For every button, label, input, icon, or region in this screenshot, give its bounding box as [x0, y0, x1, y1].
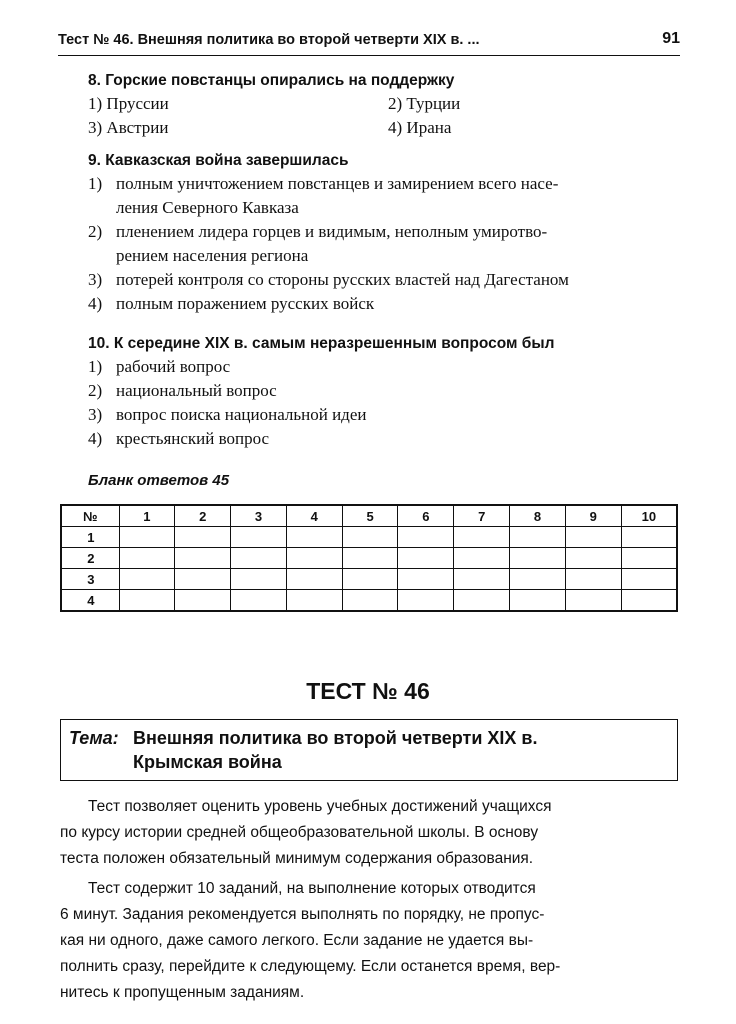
answer-cell[interactable]	[565, 527, 621, 548]
page-number: 91	[662, 30, 680, 47]
answer-cell[interactable]	[454, 590, 510, 612]
option: 3) Австрии	[88, 118, 169, 137]
column-header: 8	[510, 505, 566, 527]
option-line: полным поражением русских войск	[116, 294, 375, 313]
answer-cell[interactable]	[565, 569, 621, 590]
option: 4) Ирана	[388, 118, 452, 137]
answer-cell[interactable]	[342, 527, 398, 548]
answer-cell[interactable]	[398, 527, 454, 548]
option	[88, 172, 680, 220]
answer-cell[interactable]	[621, 569, 677, 590]
answer-cell[interactable]	[454, 548, 510, 569]
answer-cell[interactable]	[342, 590, 398, 612]
column-header: 10	[621, 505, 677, 527]
option-number: 4)	[88, 294, 103, 313]
table-row	[61, 527, 677, 548]
column-header: 7	[454, 505, 510, 527]
answer-cell[interactable]	[175, 548, 231, 569]
answer-cell[interactable]	[454, 527, 510, 548]
answer-cell[interactable]	[231, 527, 287, 548]
paragraph-line: нитесь к пропущенным заданиям.	[60, 984, 305, 1001]
answer-cell[interactable]	[119, 569, 175, 590]
answer-cell[interactable]	[342, 548, 398, 569]
question-9	[88, 150, 680, 316]
column-header: 9	[565, 505, 621, 527]
answer-cell[interactable]	[454, 569, 510, 590]
topic-box	[60, 719, 678, 781]
running-title: Тест № 46. Внешняя политика во второй четверти XIX в. ...	[58, 32, 480, 48]
answer-cell[interactable]	[175, 590, 231, 612]
question-8	[88, 70, 680, 140]
topic-label: Тема:	[69, 728, 119, 748]
answer-cell[interactable]	[565, 590, 621, 612]
column-header: 2	[175, 505, 231, 527]
option: 1) Пруссии	[88, 94, 169, 113]
row-header: 3	[61, 569, 119, 590]
topic-text: Крымская война	[133, 752, 282, 772]
answer-cell[interactable]	[286, 548, 342, 569]
table-row	[61, 590, 677, 612]
test-title: ТЕСТ № 46	[306, 678, 430, 704]
paragraph-line: 6 минут. Задания рекомендуется выполнять по порядку, не пропус-	[60, 906, 545, 923]
table-header-row	[61, 505, 677, 527]
paragraph-line: кая ни одного, даже самого легкого. Если задание не удается вы-	[60, 932, 534, 949]
paragraph-line: по курсу истории средней общеобразовательной школы. В основу	[60, 824, 539, 841]
paragraph-line: полнить сразу, перейдите к следующему. Если останется время, вер-	[60, 958, 561, 975]
answer-cell[interactable]	[231, 548, 287, 569]
option-line: полным уничтожением повстанцев и замирением всего насе-	[116, 174, 559, 193]
option-number: 2)	[88, 381, 103, 400]
question-title: 8. Горские повстанцы опирались на поддержку	[88, 72, 455, 89]
answer-cell[interactable]	[621, 527, 677, 548]
answer-cell[interactable]	[565, 548, 621, 569]
option	[88, 268, 680, 292]
option-number: 4)	[88, 429, 103, 448]
option-number: 1)	[88, 174, 103, 193]
row-header: 4	[61, 590, 119, 612]
option: 2) Турции	[388, 94, 461, 113]
answer-cell[interactable]	[119, 548, 175, 569]
option-number: 3)	[88, 270, 103, 289]
answer-cell[interactable]	[621, 590, 677, 612]
answer-cell[interactable]	[119, 590, 175, 612]
instructions-paragraph	[60, 876, 678, 1006]
row-header: 2	[61, 548, 119, 569]
option	[88, 292, 680, 316]
options-grid	[88, 92, 680, 140]
option-line: ления Северного Кавказа	[116, 198, 299, 217]
answer-cell[interactable]	[510, 590, 566, 612]
paragraph-line: Тест содержит 10 заданий, на выполнение которых отводится	[88, 880, 536, 897]
column-header: 3	[231, 505, 287, 527]
column-header: 6	[398, 505, 454, 527]
option	[88, 379, 680, 403]
option-text: вопрос поиска национальной идеи	[116, 405, 367, 424]
row-header: 1	[61, 527, 119, 548]
answer-cell[interactable]	[398, 569, 454, 590]
option-line: потерей контроля со стороны русских властей над Дагестаном	[116, 270, 569, 289]
header-rule	[58, 55, 680, 56]
option-line: пленением лидера горцев и видимым, неполным умиротво-	[116, 222, 548, 241]
page-header	[58, 26, 680, 58]
column-header: 1	[119, 505, 175, 527]
answer-cell[interactable]	[286, 590, 342, 612]
option-text: рабочий вопрос	[116, 357, 231, 376]
answer-cell[interactable]	[231, 569, 287, 590]
question-title: 10. К середине XIX в. самым неразрешенным вопросом был	[88, 335, 555, 352]
answer-cell[interactable]	[510, 527, 566, 548]
table-row	[61, 548, 677, 569]
column-header: 4	[286, 505, 342, 527]
question-title: 9. Кавказская война завершилась	[88, 152, 349, 169]
topic-text: Внешняя политика во второй четверти XIX в.	[133, 728, 538, 748]
answer-cell[interactable]	[621, 548, 677, 569]
table-corner-cell: №	[61, 505, 119, 527]
answer-cell[interactable]	[342, 569, 398, 590]
paragraph-line: Тест позволяет оценить уровень учебных достижений учащихся	[88, 798, 552, 815]
option-text: национальный вопрос	[116, 381, 277, 400]
intro-paragraph	[60, 794, 678, 872]
answer-cell[interactable]	[510, 569, 566, 590]
answer-cell[interactable]	[119, 527, 175, 548]
answer-cell[interactable]	[231, 590, 287, 612]
answer-sheet-title: Бланк ответов 45	[88, 472, 230, 489]
answer-cell[interactable]	[175, 527, 231, 548]
option-number: 3)	[88, 405, 103, 424]
option	[88, 403, 680, 427]
answer-cell[interactable]	[398, 590, 454, 612]
option-number: 1)	[88, 357, 103, 376]
option	[88, 355, 680, 379]
column-header: 5	[342, 505, 398, 527]
answer-cell[interactable]	[510, 548, 566, 569]
answer-sheet-table	[60, 504, 678, 612]
answer-cell[interactable]	[286, 569, 342, 590]
question-10	[88, 333, 680, 451]
answer-cell[interactable]	[175, 569, 231, 590]
option	[88, 220, 680, 268]
option-text: крестьянский вопрос	[116, 429, 270, 448]
option-line: рением населения региона	[116, 246, 309, 265]
answer-cell[interactable]	[398, 548, 454, 569]
option	[88, 427, 680, 451]
answer-cell[interactable]	[286, 527, 342, 548]
option-number: 2)	[88, 222, 103, 241]
paragraph-line: теста положен обязательный минимум содержания образования.	[60, 850, 534, 867]
table-row	[61, 569, 677, 590]
